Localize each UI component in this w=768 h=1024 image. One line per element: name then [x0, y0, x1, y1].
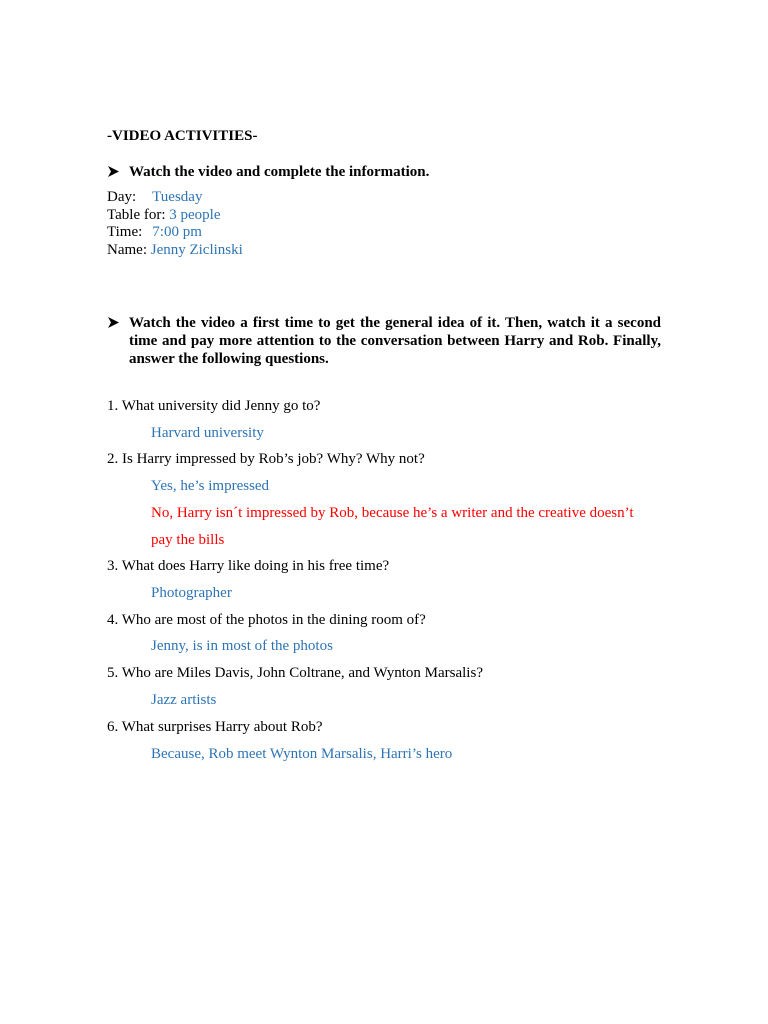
question-1: 1. What university did Jenny go to?: [107, 398, 321, 414]
info-table: [107, 207, 243, 225]
info-name-value: Jenny Ziclinski: [150, 242, 243, 259]
question-5: 5. Who are Miles Davis, John Coltrane, and Wynton Marsalis?: [107, 665, 483, 681]
question-2: 2. Is Harry impressed by Rob’s job? Why? Why not?: [107, 451, 425, 467]
instruction-1: [107, 163, 661, 181]
info-day-label: Day:: [107, 189, 137, 205]
instruction-1-text: Watch the video and complete the information.: [129, 164, 430, 180]
arrowhead-bullet-icon: [107, 163, 129, 178]
answer-2: Yes, he’s impressed: [151, 478, 270, 494]
answer-4: Jenny, is in most of the photos: [151, 638, 333, 654]
info-table-label: Table for:: [107, 206, 166, 223]
reservation-info: [107, 189, 243, 260]
info-day: [107, 189, 243, 207]
answer-6: Because, Rob meet Wynton Marsalis, Harri’s hero: [151, 746, 453, 762]
info-time-value: 7:00 pm: [152, 224, 202, 241]
answer-3: Photographer: [151, 585, 232, 601]
page-title: -VIDEO ACTIVITIES-: [107, 128, 258, 144]
answer-1: Harvard university: [151, 425, 264, 441]
answer-5: Jazz artists: [151, 692, 217, 708]
question-3: 3. What does Harry like doing in his free time?: [107, 558, 390, 574]
info-day-value: Tuesday: [152, 189, 203, 205]
answer-2-red-line-1: No, Harry isn´t impressed by Rob, because he’s a writer and the creative doesn’t: [151, 505, 634, 521]
instruction-2: [107, 314, 661, 368]
question-6: 6. What surprises Harry about Rob?: [107, 719, 323, 735]
info-time-label: Time:: [107, 224, 143, 241]
question-4: 4. Who are most of the photos in the dining room of?: [107, 612, 426, 628]
info-name-label: Name:: [107, 242, 147, 259]
info-table-value: 3 people: [169, 206, 221, 223]
info-name: [107, 242, 243, 260]
info-time: [107, 224, 243, 242]
instruction-2-text: Watch the video a first time to get the general idea of it. Then, watch it a second time and pay more attention to the conversation between Harry and Rob. Finally, answer the following questions.: [129, 315, 661, 367]
answer-2-red-line-2: pay the bills: [151, 532, 225, 548]
arrowhead-bullet-icon: [107, 314, 129, 329]
